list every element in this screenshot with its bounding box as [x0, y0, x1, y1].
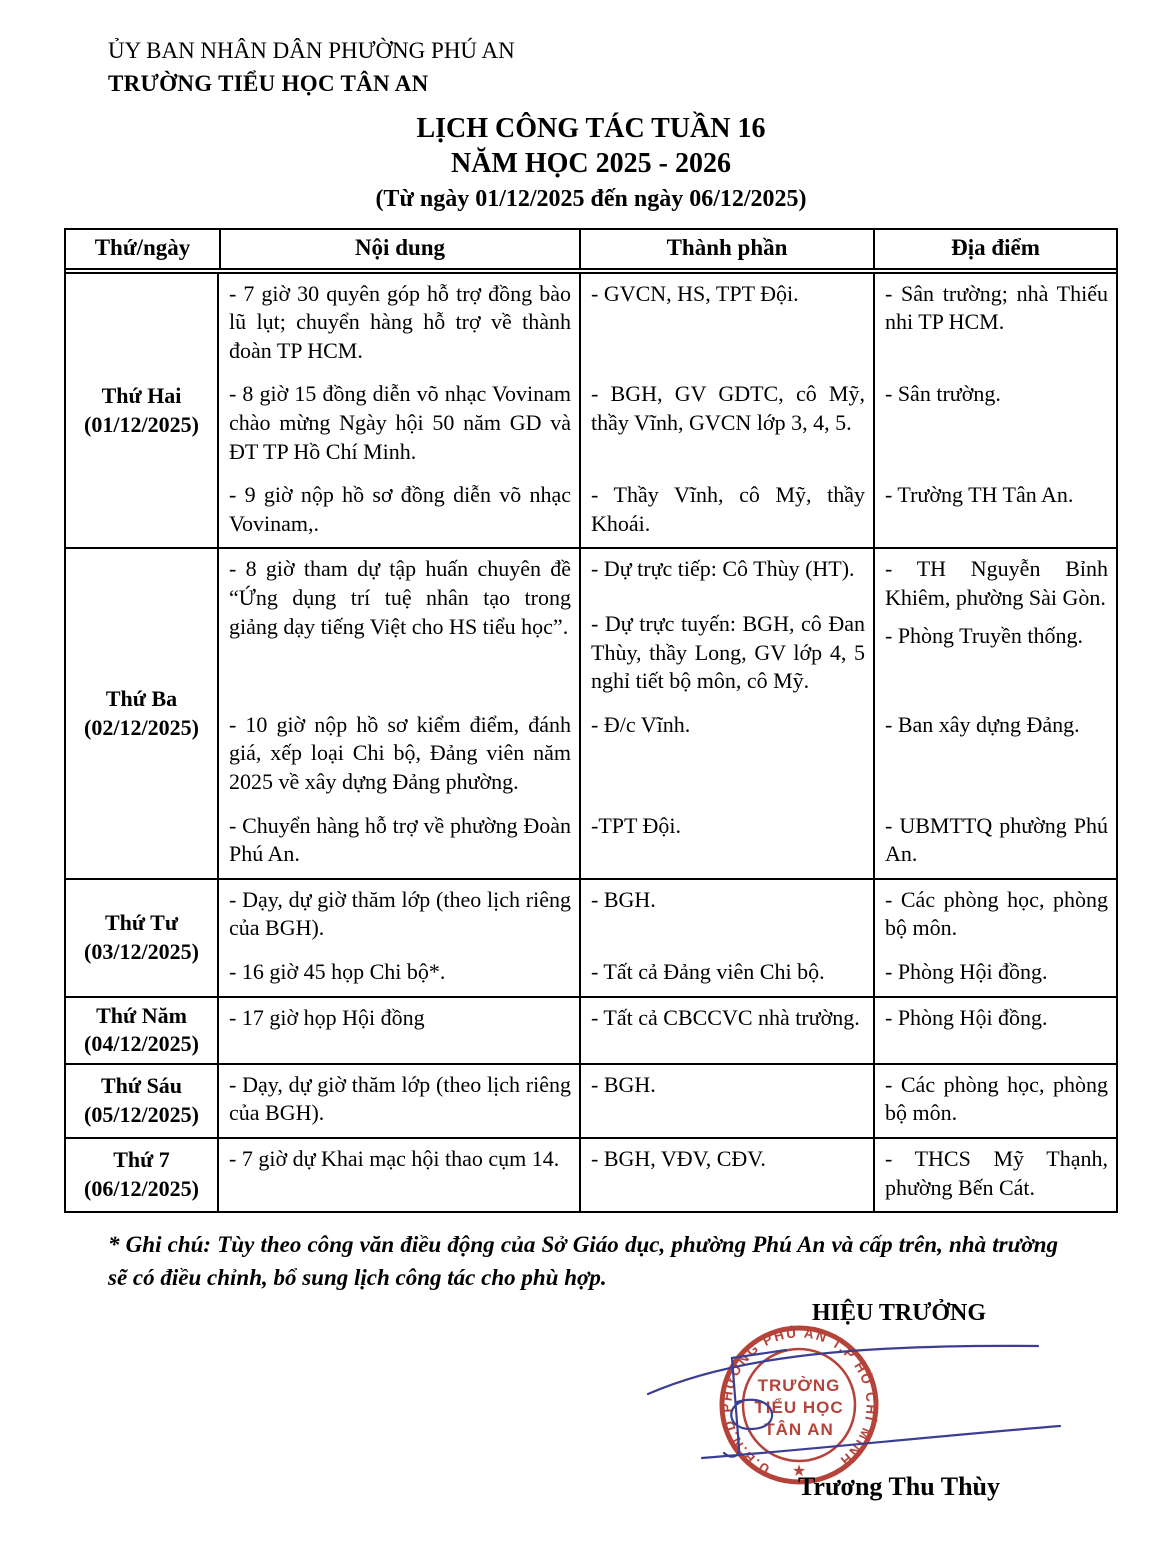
participants-cell	[579, 475, 873, 547]
org-header	[64, 36, 1118, 99]
event-row	[219, 806, 1116, 878]
event-row	[219, 1139, 1116, 1211]
events-group	[219, 998, 1116, 1063]
column-header-2: Nội dung	[219, 230, 579, 268]
content-cell	[219, 1065, 579, 1137]
event-row	[219, 475, 1116, 547]
location-cell	[873, 998, 1116, 1063]
participants-cell	[579, 806, 873, 878]
location-text: - Sân trường; nhà Thiếu nhi TP HCM.	[885, 280, 1108, 335]
location-cell	[873, 705, 1116, 806]
content-text: - 17 giờ họp Hội đồng	[229, 1004, 425, 1030]
doc-date-range: (Từ ngày 01/12/2025 đến ngày 06/12/2025)	[375, 185, 807, 212]
content-text: - 16 giờ 45 họp Chi bộ*.	[229, 958, 446, 984]
day-cell	[66, 998, 219, 1063]
location-cell	[873, 1139, 1116, 1211]
org-line-1: ỦY BAN NHÂN DÂN PHƯỜNG PHÚ AN	[108, 38, 515, 63]
events-group	[219, 274, 1116, 548]
doc-subtitle: NĂM HỌC 2025 - 2026	[451, 147, 731, 179]
content-text: - 8 giờ tham dự tập huấn chuyên đề “Ứng dụng trí tuệ nhân tạo trong giảng dạy tiếng Việt cho HS tiểu học”.	[229, 556, 571, 639]
day-cell	[66, 880, 219, 996]
participants-text: - BGH, VĐV, CĐV.	[591, 1145, 766, 1171]
content-text: - 7 giờ 30 quyên góp hỗ trợ đồng bào lũ lụt; chuyển hàng hỗ trợ về thành đoàn TP HCM.	[229, 280, 571, 363]
participants-cell	[579, 1065, 873, 1137]
content-text: - 7 giờ dự Khai mạc hội thao cụm 14.	[229, 1145, 560, 1171]
participants-cell	[579, 880, 873, 952]
participants-text: - Dự trực tiếp: Cô Thùy (HT).	[591, 556, 855, 582]
events-group	[219, 1065, 1116, 1137]
stamp-center-line-3: TÂN AN	[764, 1420, 834, 1440]
location-cell	[873, 806, 1116, 878]
column-header-1: Thứ/ngày	[94, 234, 191, 260]
participants-text: - Tất cả CBCCVC nhà trường.	[591, 1004, 860, 1030]
title-block	[64, 111, 1118, 214]
content-text: - 10 giờ nộp hồ sơ kiểm điểm, đánh giá, xếp loại Chi bộ, Đảng viên năm 2025 về xây dựng Đảng phường.	[229, 711, 571, 794]
location-text: - THCS Mỹ Thạnh, phường Bến Cát.	[885, 1145, 1108, 1200]
table-row	[66, 549, 1116, 879]
participants-text: - Đ/c Vĩnh.	[591, 711, 691, 737]
day-label: Thứ Sáu	[100, 1073, 183, 1099]
participants-cell	[579, 374, 873, 475]
location-text: - Trường TH Tân An.	[885, 482, 1074, 508]
location-cell	[873, 880, 1116, 952]
event-row	[219, 1065, 1116, 1137]
table-row	[66, 998, 1116, 1065]
signature-name: Trương Thu Thùy	[798, 1472, 1000, 1502]
participants-text: - BGH.	[591, 1071, 656, 1097]
content-text: - Dạy, dự giờ thăm lớp (theo lịch riêng của BGH).	[229, 886, 571, 941]
location-text: - Phòng Hội đồng.	[885, 1004, 1048, 1030]
events-group	[219, 1139, 1116, 1211]
day-date: (03/12/2025)	[84, 938, 199, 964]
content-cell	[219, 806, 579, 878]
content-cell	[219, 952, 579, 996]
participants-cell	[579, 1139, 873, 1211]
table-body	[66, 272, 1116, 1211]
participants-text: - BGH, GV GDTC, cô Mỹ, thầy Vĩnh, GVCN lớp 3, 4, 5.	[591, 381, 865, 436]
participants-text: - Thầy Vĩnh, cô Mỹ, thầy Khoái.	[591, 482, 865, 536]
table-row	[66, 880, 1116, 998]
day-label: Thứ 7	[113, 1147, 170, 1173]
participants-cell	[579, 549, 873, 704]
participants-cell	[579, 952, 873, 996]
day-cell	[66, 1065, 219, 1137]
content-cell	[219, 549, 579, 704]
doc-title: LỊCH CÔNG TÁC TUẦN 16	[416, 112, 766, 144]
location-text: - Các phòng học, phòng bộ môn.	[885, 1071, 1108, 1126]
table-row	[66, 274, 1116, 550]
participants-text: - Dự trực tuyến: BGH, cô Đan Thùy, thầy Long, GV lớp 4, 5 nghỉ tiết bộ môn, cô Mỹ.	[591, 611, 865, 694]
location-cell	[873, 1065, 1116, 1137]
column-header-4: Địa điểm	[873, 230, 1116, 268]
day-date: (01/12/2025)	[84, 411, 199, 437]
day-label: Thứ Tư	[104, 910, 179, 936]
content-text: - 8 giờ 15 đồng diễn võ nhạc Vovinam chào mừng Ngày hội 50 năm GD và ĐT TP Hồ Chí Minh.	[229, 381, 571, 464]
participants-text: - GVCN, HS, TPT Đội.	[591, 280, 799, 306]
participants-cell	[579, 998, 873, 1063]
table-row	[66, 1065, 1116, 1139]
event-row	[219, 952, 1116, 996]
column-header-3: Thành phần	[579, 230, 873, 268]
location-cell	[873, 549, 1116, 704]
day-cell	[66, 1139, 219, 1211]
participants-text: -TPT Đội.	[591, 812, 682, 838]
participants-text: - Tất cả Đảng viên Chi bộ.	[591, 958, 825, 984]
handwritten-signature	[636, 1332, 1066, 1472]
events-group	[219, 549, 1116, 877]
table-header-row	[66, 230, 1116, 270]
content-cell	[219, 475, 579, 547]
day-label: Thứ Hai	[101, 382, 182, 408]
location-cell	[873, 274, 1116, 375]
location-text: - Phòng Hội đồng.	[885, 958, 1048, 984]
stamp-ring-text: U.B.N.D PHƯỜNG PHÚ AN T.P HỒ CHÍ MINH	[718, 1324, 880, 1479]
signature-area	[64, 1298, 1118, 1538]
participants-text: - BGH.	[591, 886, 656, 912]
event-row	[219, 274, 1116, 375]
location-cell	[873, 374, 1116, 475]
day-cell	[66, 549, 219, 877]
day-date: (02/12/2025)	[84, 714, 199, 740]
day-cell	[66, 274, 219, 548]
content-text: - 9 giờ nộp hồ sơ đồng diễn võ nhạc Vovinam,.	[229, 482, 571, 536]
location-cell	[873, 952, 1116, 996]
location-text: - TH Nguyễn Bỉnh Khiêm, phường Sài Gòn.	[885, 556, 1108, 611]
signature-strokes	[648, 1346, 1060, 1458]
events-group	[219, 880, 1116, 996]
content-cell	[219, 1139, 579, 1211]
location-text: - UBMTTQ phường Phú An.	[885, 812, 1108, 867]
day-label: Thứ Năm	[96, 1002, 187, 1028]
content-cell	[219, 998, 579, 1063]
event-row	[219, 880, 1116, 952]
content-cell	[219, 374, 579, 475]
content-cell	[219, 880, 579, 952]
participants-cell	[579, 705, 873, 806]
org-line-2: TRƯỜNG TIỂU HỌC TÂN AN	[108, 70, 429, 96]
content-cell	[219, 705, 579, 806]
location-text: - Các phòng học, phòng bộ môn.	[885, 886, 1108, 941]
event-row	[219, 374, 1116, 475]
stamp-center-line-1: TRƯỜNG	[757, 1376, 841, 1396]
table-row	[66, 1139, 1116, 1211]
footnote: * Ghi chú: Tùy theo công văn điều động của Sở Giáo dục, phường Phú An và cấp trên, nhà trường sẽ có điều chỉnh, bổ sung lịch công tác cho phù hợp.	[108, 1232, 1058, 1290]
event-row	[219, 705, 1116, 806]
location-text: - Ban xây dựng Đảng.	[885, 711, 1080, 737]
location-text: - Phòng Truyền thống.	[885, 622, 1084, 648]
event-row	[219, 998, 1116, 1063]
day-date: (05/12/2025)	[84, 1101, 199, 1127]
location-text: - Sân trường.	[885, 381, 1001, 407]
participants-cell	[579, 274, 873, 375]
stamp-center-line-2: TIỂU HỌC	[754, 1398, 844, 1418]
day-date: (04/12/2025)	[84, 1031, 199, 1057]
signature-title: HIỆU TRƯỞNG	[811, 1300, 987, 1327]
event-row	[219, 549, 1116, 704]
stamp-star-icon: ★	[791, 1463, 807, 1481]
content-text: - Chuyển hàng hỗ trợ về phường Đoàn Phú An.	[229, 812, 571, 867]
day-label: Thứ Ba	[105, 686, 178, 711]
schedule-table	[64, 228, 1118, 1213]
content-cell	[219, 274, 579, 375]
day-date: (06/12/2025)	[84, 1176, 199, 1202]
content-text: - Dạy, dự giờ thăm lớp (theo lịch riêng của BGH).	[229, 1071, 571, 1126]
location-cell	[873, 475, 1116, 547]
